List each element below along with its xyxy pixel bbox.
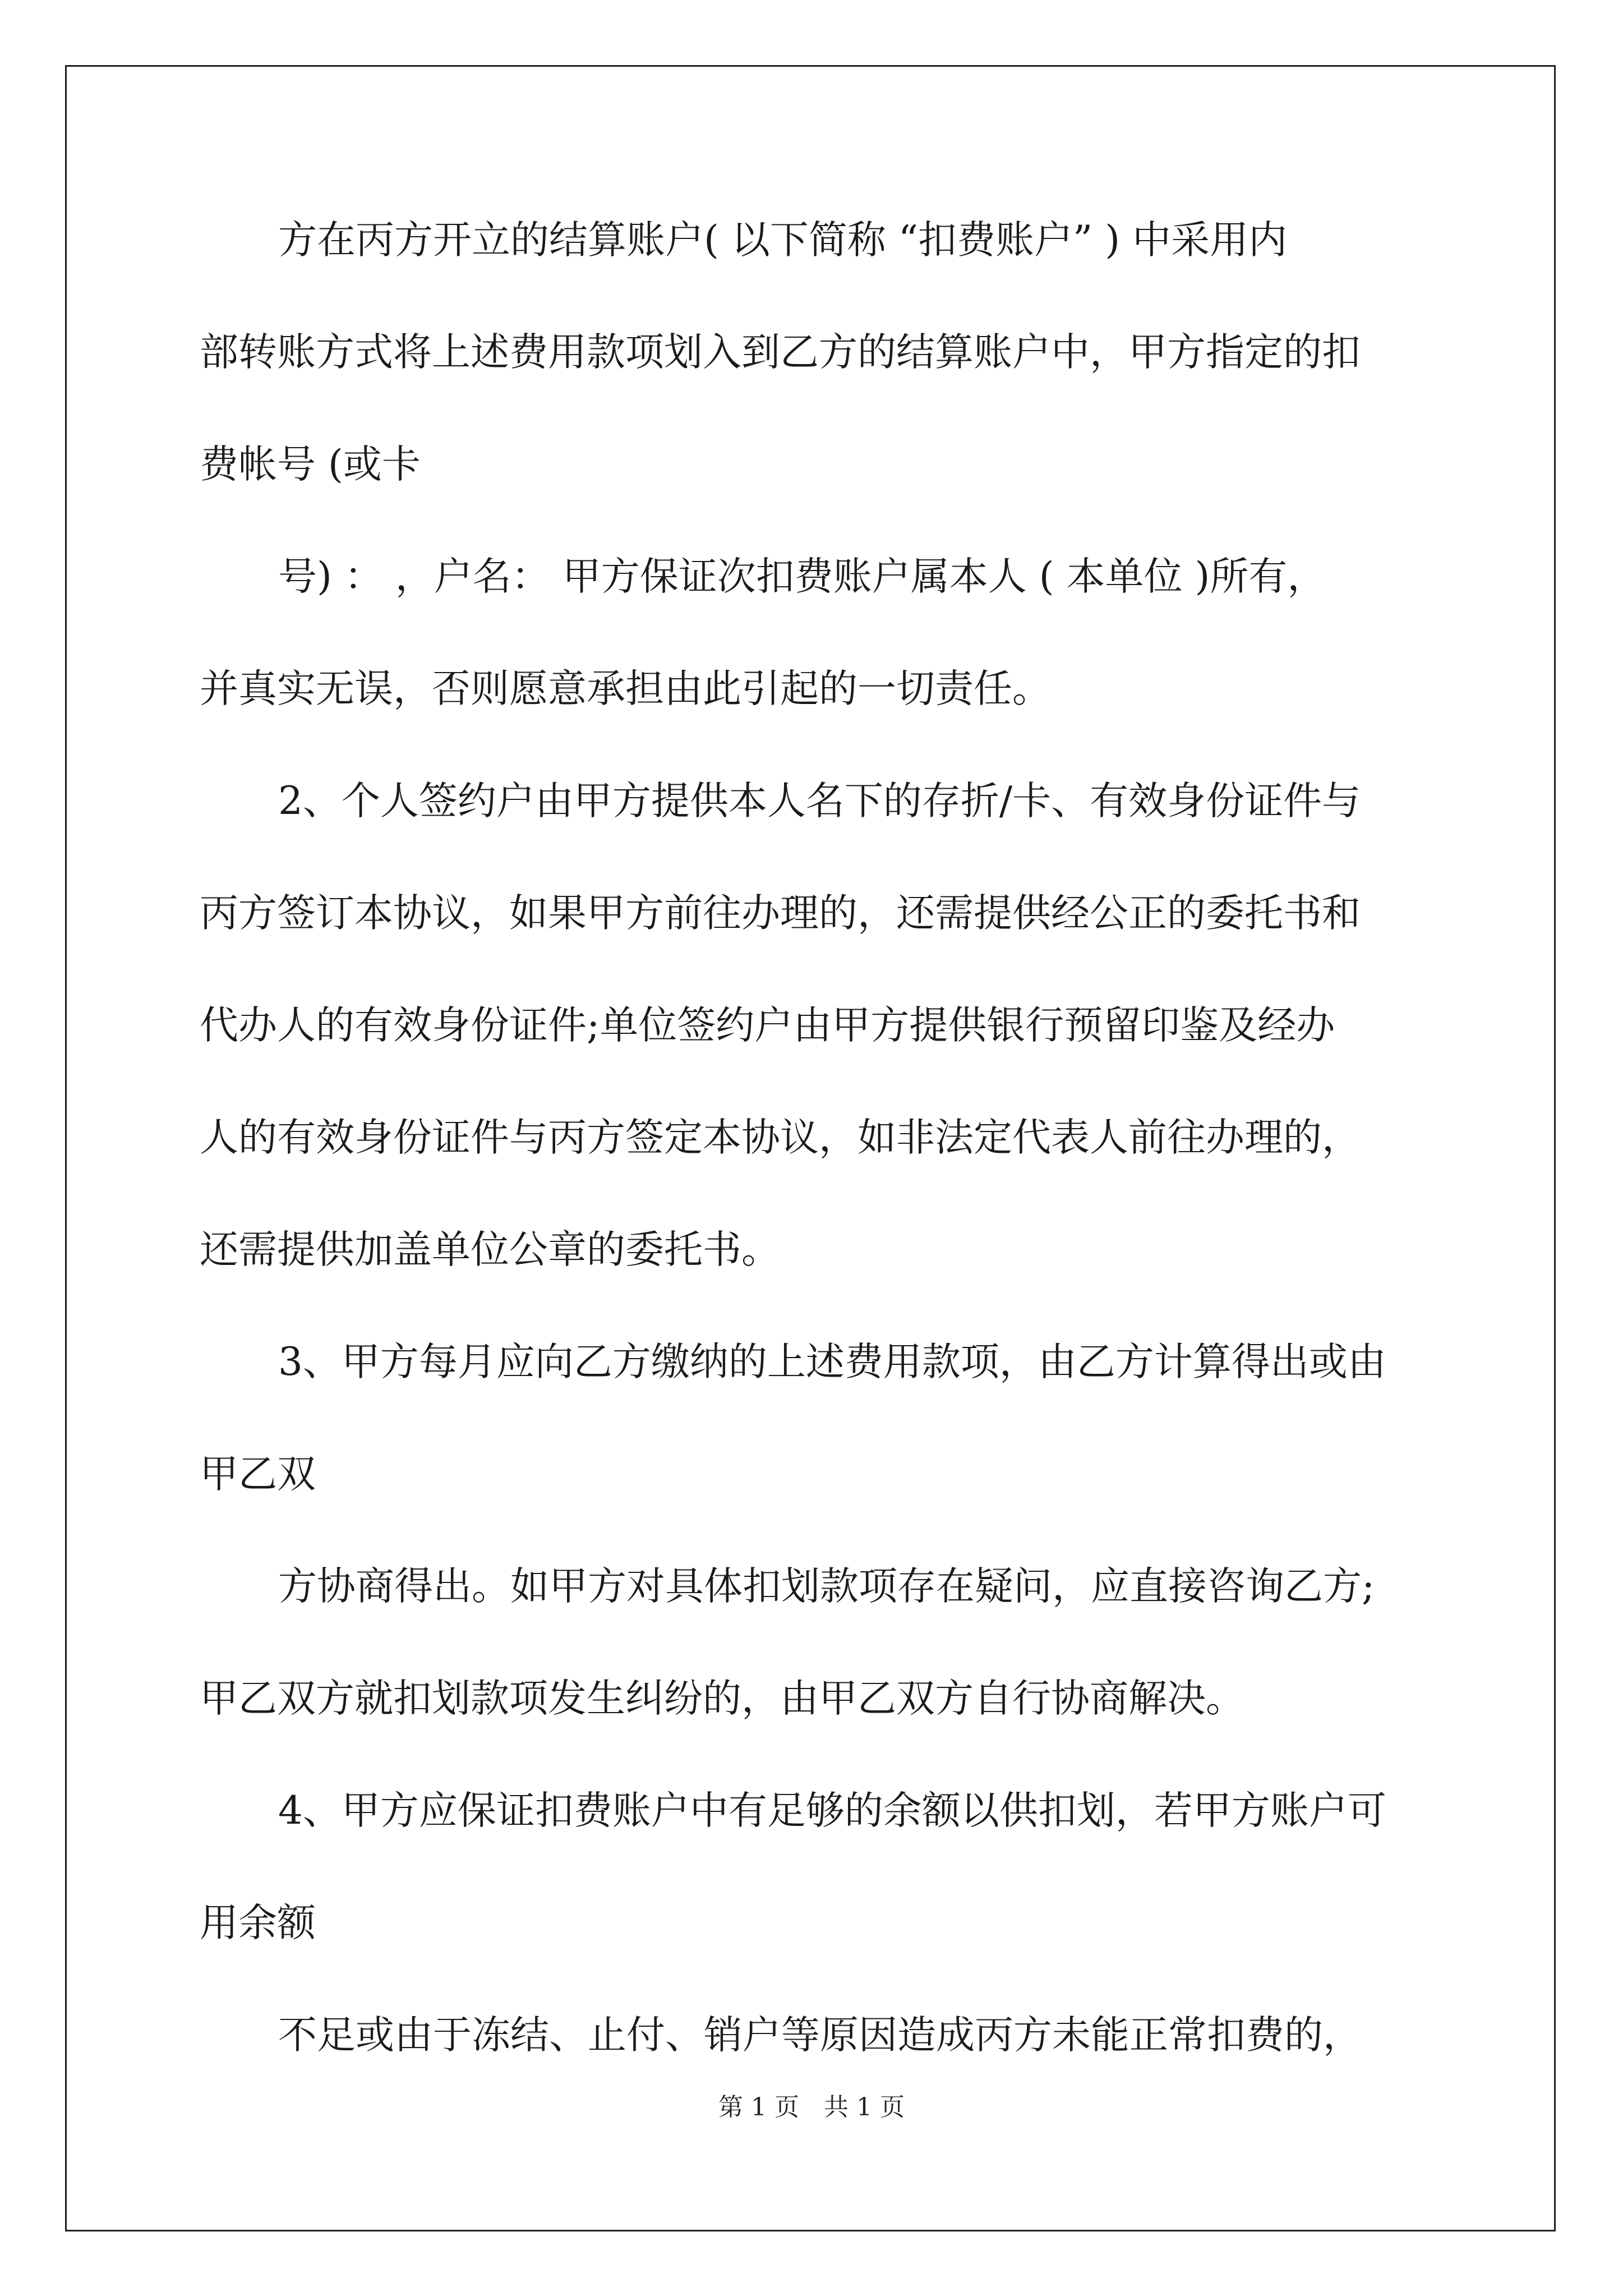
text-line: 丙方签订本协议，如果甲方前往办理的，还需提供经公正的委托书和 [200, 891, 1361, 936]
text-line: 不足或由于冻结、止付、销户等原因造成丙方未能正常扣费的， [278, 2013, 1362, 2058]
text-line: 甲乙双方就扣划款项发生纠纷的，由甲乙双方自行协商解决。 [200, 1676, 1244, 1721]
text-line: 部转账方式将上述费用款项划入到乙方的结算账户中，甲方指定的扣 [200, 330, 1361, 375]
text-line: 代办人的有效身份证件;单位签约户由甲方提供银行预留印鉴及经办 [200, 1003, 1335, 1048]
text-line: 3、甲方每月应向乙方缴纳的上述费用款项，由乙方计算得出或由 [278, 1340, 1386, 1384]
text-line: 用余额 [200, 1901, 316, 1945]
page-number-footer: 第 1 页 共 1 页 [718, 2093, 905, 2122]
text-line: 2、个人签约户由甲方提供本人名下的存折/卡、有效身份证件与 [278, 779, 1361, 823]
text-line: 甲乙双 [200, 1452, 316, 1497]
text-line: 4、甲方应保证扣费账户中有足够的余额以供扣划，若甲方账户可 [278, 1788, 1386, 1833]
text-line: 还需提供加盖单位公章的委托书。 [200, 1227, 780, 1272]
text-line: 方在丙方开立的结算账户( 以下简称 “扣费账户” ) 中采用内 [278, 218, 1288, 263]
text-line: 并真实无误，否则愿意承担由此引起的一切责任。 [200, 666, 1051, 711]
text-line: 人的有效身份证件与丙方签定本协议，如非法定代表人前往办理的， [200, 1115, 1361, 1160]
text-line: 费帐号 (或卡 [200, 442, 421, 487]
text-line: 方协商得出。如甲方对具体扣划款项存在疑问，应直接咨询乙方; [278, 1564, 1375, 1609]
text-line: 号) ： ，户名： 甲方保证次扣费账户属本人 ( 本单位 )所有， [278, 554, 1326, 599]
